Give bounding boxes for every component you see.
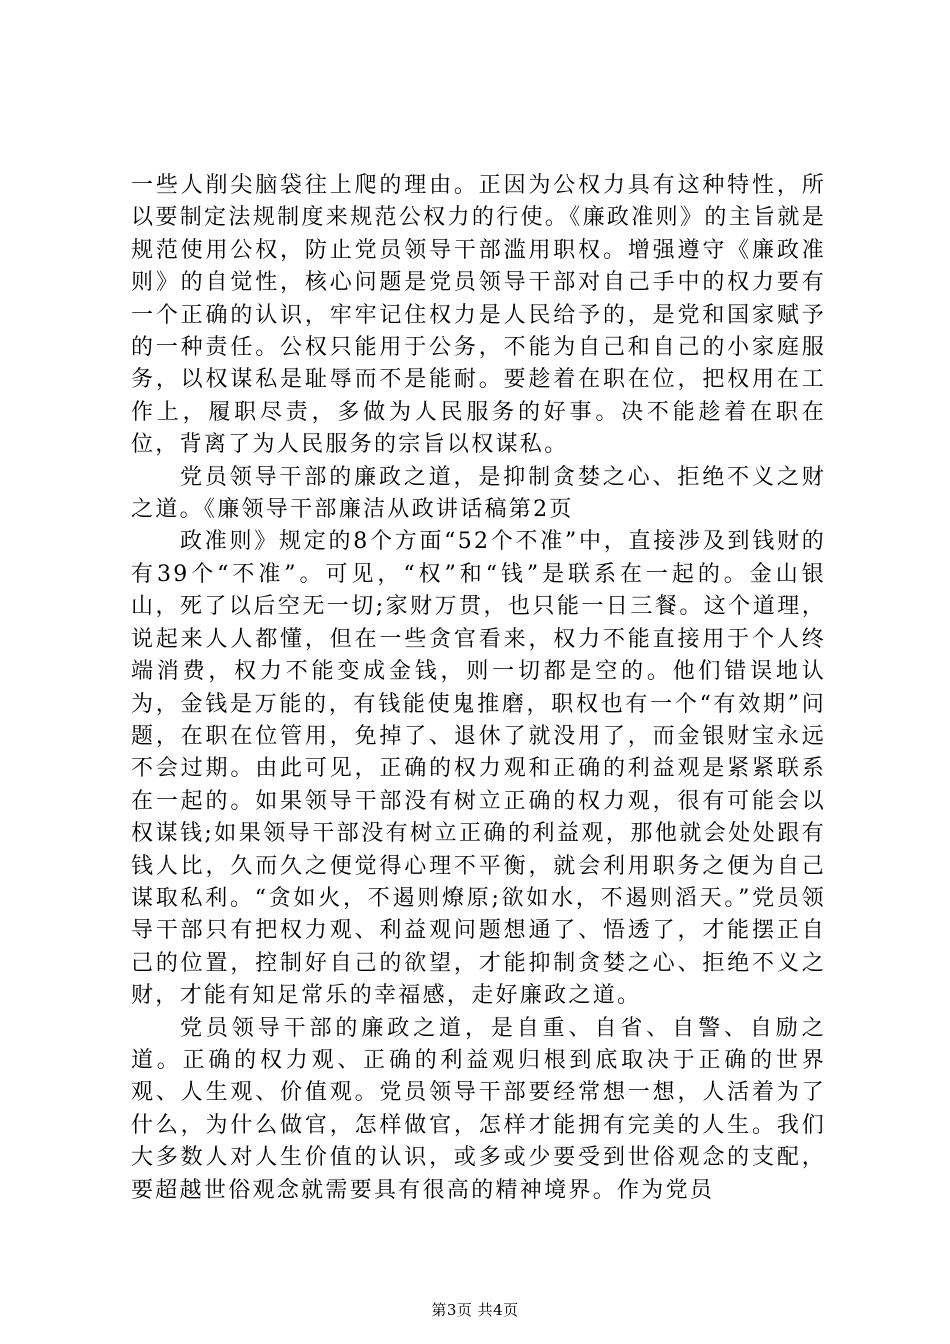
page-number: 第3页 共4页	[431, 1301, 519, 1319]
document-body	[131, 170, 826, 1207]
paragraph-continued: 一些人削尖脑袋往上爬的理由。正因为公权力具有这种特性，所以要制定法规制度来规范公权力的行使。《廉政准则》的主旨就是规范使用公权，防止党员领导干部滥用职权。增强遵守《廉政准则》的自觉性，核心问题是党员领导干部对自己手中的权力要有一个正确的认识，牢牢记住权力是人民给予的，是党和国家赋予的一种责任。公权只能用于公务，不能为自己和自己的小家庭服务，以权谋私是耻辱而不是能耐。要趁着在职在位，把权用在工作上，履职尽责，多做为人民服务的好事。决不能趁着在职在位，背离了为人民服务的宗旨以权谋私。	[131, 173, 826, 458]
paragraph-lianzheng-greed: 党员领导干部的廉政之道，是抑制贪婪之心、拒绝不义之财之道。《廉领导干部廉洁从政讲话稿第2页	[131, 464, 826, 523]
paragraph-self-discipline: 党员领导干部的廉政之道，是自重、自省、自警、自励之道。正确的权力观、正确的利益观归根到底取决于正确的世界观、人生观、价值观。党员领导干部要经常想一想，人活着为了什么，为什么做官，怎样做官，怎样才能拥有完美的人生。我们大多数人对人生价值的认识，或多或少要受到世俗观念的支配，要超越世俗观念就需要具有很高的精神境界。作为党员	[131, 1015, 826, 1203]
paragraph-power-money: 政准则》规定的8个方面“52个不准”中，直接涉及到钱财的有39个“不准”。可见，“权”和“钱”是联系在一起的。金山银山，死了以后空无一切;家财万贯，也只能一日三餐。这个道理，说起来人人都懂，但在一些贪官看来，权力不能直接用于个人终端消费，权力不能变成金钱，则一切都是空的。他们错误地认为，金钱是万能的，有钱能使鬼推磨，职权也有一个“有效期”问题，在职在位管用，免掉了、退休了就没用了，而金银财宝永远不会过期。由此可见，正确的权力观和正确的利益观是紧紧联系在一起的。如果领导干部没有树立正确的权力观，很有可能会以权谋钱;如果领导干部没有树立正确的利益观，那他就会处处跟有钱人比，久而久之便觉得心理不平衡，就会利用职务之便为自己谋取私利。“贪如火，不遏则燎原;欲如水，不遏则滔天。”党员领导干部只有把权力观、利益观问题想通了、悟透了，才能摆正自己的位置，控制好自己的欲望，才能抑制贪婪之心、拒绝不义之财，才能有知足常乐的幸福感，走好廉政之道。	[131, 529, 826, 1009]
